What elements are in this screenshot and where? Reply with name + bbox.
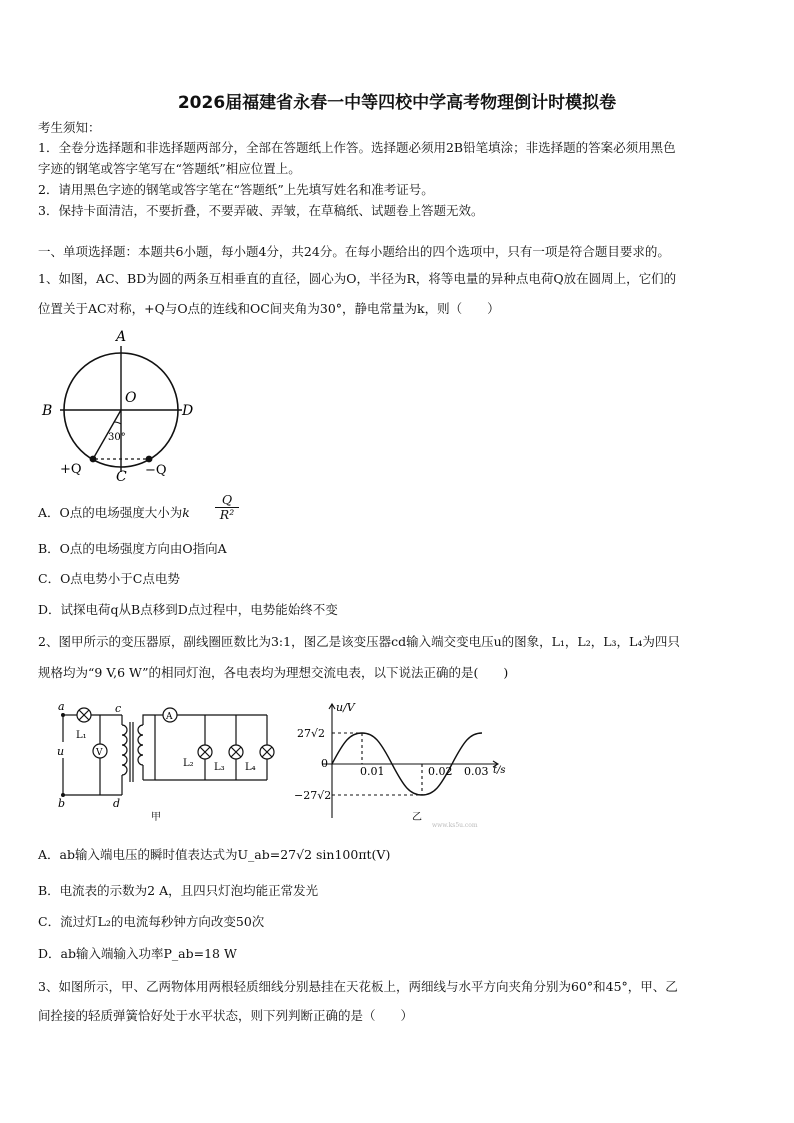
label-l3: L₃	[214, 762, 225, 773]
q1-stem-line1: 1、如图，AC、BD为圆的两条互相垂直的直径，圆心为O，半径为R，将等电量的异种点电荷Q放在圆周上，它们的	[38, 271, 677, 286]
q3-stem-line1: 3、如图所示，甲、乙两物体用两根轻质细线分别悬挂在天花板上，两细线与水平方向夹角分别为60°和45°，甲、乙	[38, 979, 678, 994]
label-l1: L₁	[76, 730, 87, 741]
q2-stem-line2: 规格均为“9 V,6 W”的相同灯泡，各电表均为理想交流电表，以下说法正确的是( )	[38, 665, 509, 680]
label-a-meter: A	[166, 712, 173, 722]
secondary-coil	[138, 725, 143, 765]
q2-option-a: A．ab输入端电压的瞬时值表达式为U_ab=27√2 sin100πt(V)	[38, 847, 391, 862]
label-plus-q: +Q	[60, 462, 82, 477]
x-tick-2: 0.02	[428, 765, 453, 778]
q2-option-b: B．电流表的示数为2 A，且四只灯泡均能正常发光	[38, 883, 319, 898]
q2-stem-line1: 2、图甲所示的变压器原，副线圈匝数比为3:1，图乙是该变压器cd输入端交变电压u的图象，L₁，L₂，L₃，L₄为四只	[38, 634, 680, 649]
terminal-c: c	[115, 702, 122, 715]
angle-arc	[114, 422, 121, 424]
notice-item-3: 3．保持卡面清洁，不要折叠，不要弄破、弄皱，在草稿纸、试题卷上答题无效。	[38, 203, 484, 218]
x-tick-1: 0.01	[360, 765, 385, 778]
q1-option-a-k: k	[182, 505, 190, 520]
notice-item-2: 2．请用黑色字迹的钢笔或答字笔在“答题纸”上先填写姓名和准考证号。	[38, 182, 434, 197]
label-b: B	[42, 403, 53, 419]
label-c: C	[116, 469, 127, 484]
page-title: 2026届福建省永春一中等四校中学高考物理倒计时模拟卷	[177, 93, 617, 113]
q2-circuit-figure	[55, 700, 285, 825]
q1-option-a-fraction	[215, 493, 239, 522]
label-minus-q: −Q	[145, 463, 167, 478]
terminal-a: a	[58, 700, 65, 713]
plus-charge	[90, 456, 97, 463]
minus-charge	[146, 456, 153, 463]
q1-stem-line2: 位置关于AC对称，+Q与O点的连线和OC间夹角为30°，静电常量为k，则（ ）	[38, 301, 500, 316]
label-a: A	[116, 329, 127, 345]
x-label: t/s	[493, 765, 506, 776]
q3-stem-line2: 间拴接的轻质弹簧恰好处于水平状态，则下列判断正确的是（ ）	[38, 1008, 414, 1023]
label-angle: 30°	[108, 432, 126, 443]
q1-option-d: D．试探电荷q从B点移到D点过程中，电势能始终不变	[38, 602, 338, 617]
y-tick-bottom: −27√2	[294, 789, 332, 802]
label-l4: L₄	[245, 762, 256, 773]
label-o: O	[125, 390, 137, 406]
y-tick-top: 27√2	[297, 727, 326, 740]
q2-option-c: C．流过灯L₂的电流每秒钟方向改变50次	[38, 914, 265, 929]
terminal-d: d	[113, 797, 121, 810]
label-v: V	[96, 748, 103, 758]
q1-option-c: C．O点电势小于C点电势	[38, 571, 180, 586]
primary-coil	[122, 725, 127, 775]
q1-option-a-text: A．O点的电场强度大小为	[38, 505, 183, 520]
label-u: u	[57, 745, 65, 758]
q1-option-a	[38, 504, 190, 522]
notice-heading: 考生须知：	[38, 120, 101, 135]
label-d: D	[182, 403, 194, 419]
q1-option-b: B．O点的电场强度方向由O指向A	[38, 541, 227, 556]
caption-jia: 甲	[151, 812, 161, 823]
caption-yi: 乙	[412, 812, 422, 823]
label-l2: L₂	[183, 758, 194, 769]
notice-item-1: 1．全卷分选择题和非选择题两部分，全部在答题纸上作答。选择题必须用2B铅笔填涂；非选择题的答案必须用黑色	[38, 140, 676, 155]
q2-waveform-graph	[292, 696, 522, 831]
terminal-b: b	[58, 797, 66, 810]
q2-option-d: D．ab输入端输入功率P_ab=18 W	[38, 946, 237, 961]
notice-item-1-cont: 字迹的钢笔或答字笔写在“答题纸”相应位置上。	[38, 161, 301, 176]
q1-circle-figure	[38, 322, 198, 484]
watermark: www.ks5u.com	[432, 822, 478, 829]
section-heading: 一、单项选择题：本题共6小题，每小题4分，共24分。在每小题给出的四个选项中，只有一项是符合题目要求的。	[38, 244, 670, 259]
x-tick-3: 0.03	[464, 765, 489, 778]
fraction-numerator: Q	[221, 492, 233, 507]
fraction-denominator: R²	[215, 507, 239, 522]
origin-label: 0	[321, 757, 328, 770]
y-label: u/V	[336, 701, 355, 714]
